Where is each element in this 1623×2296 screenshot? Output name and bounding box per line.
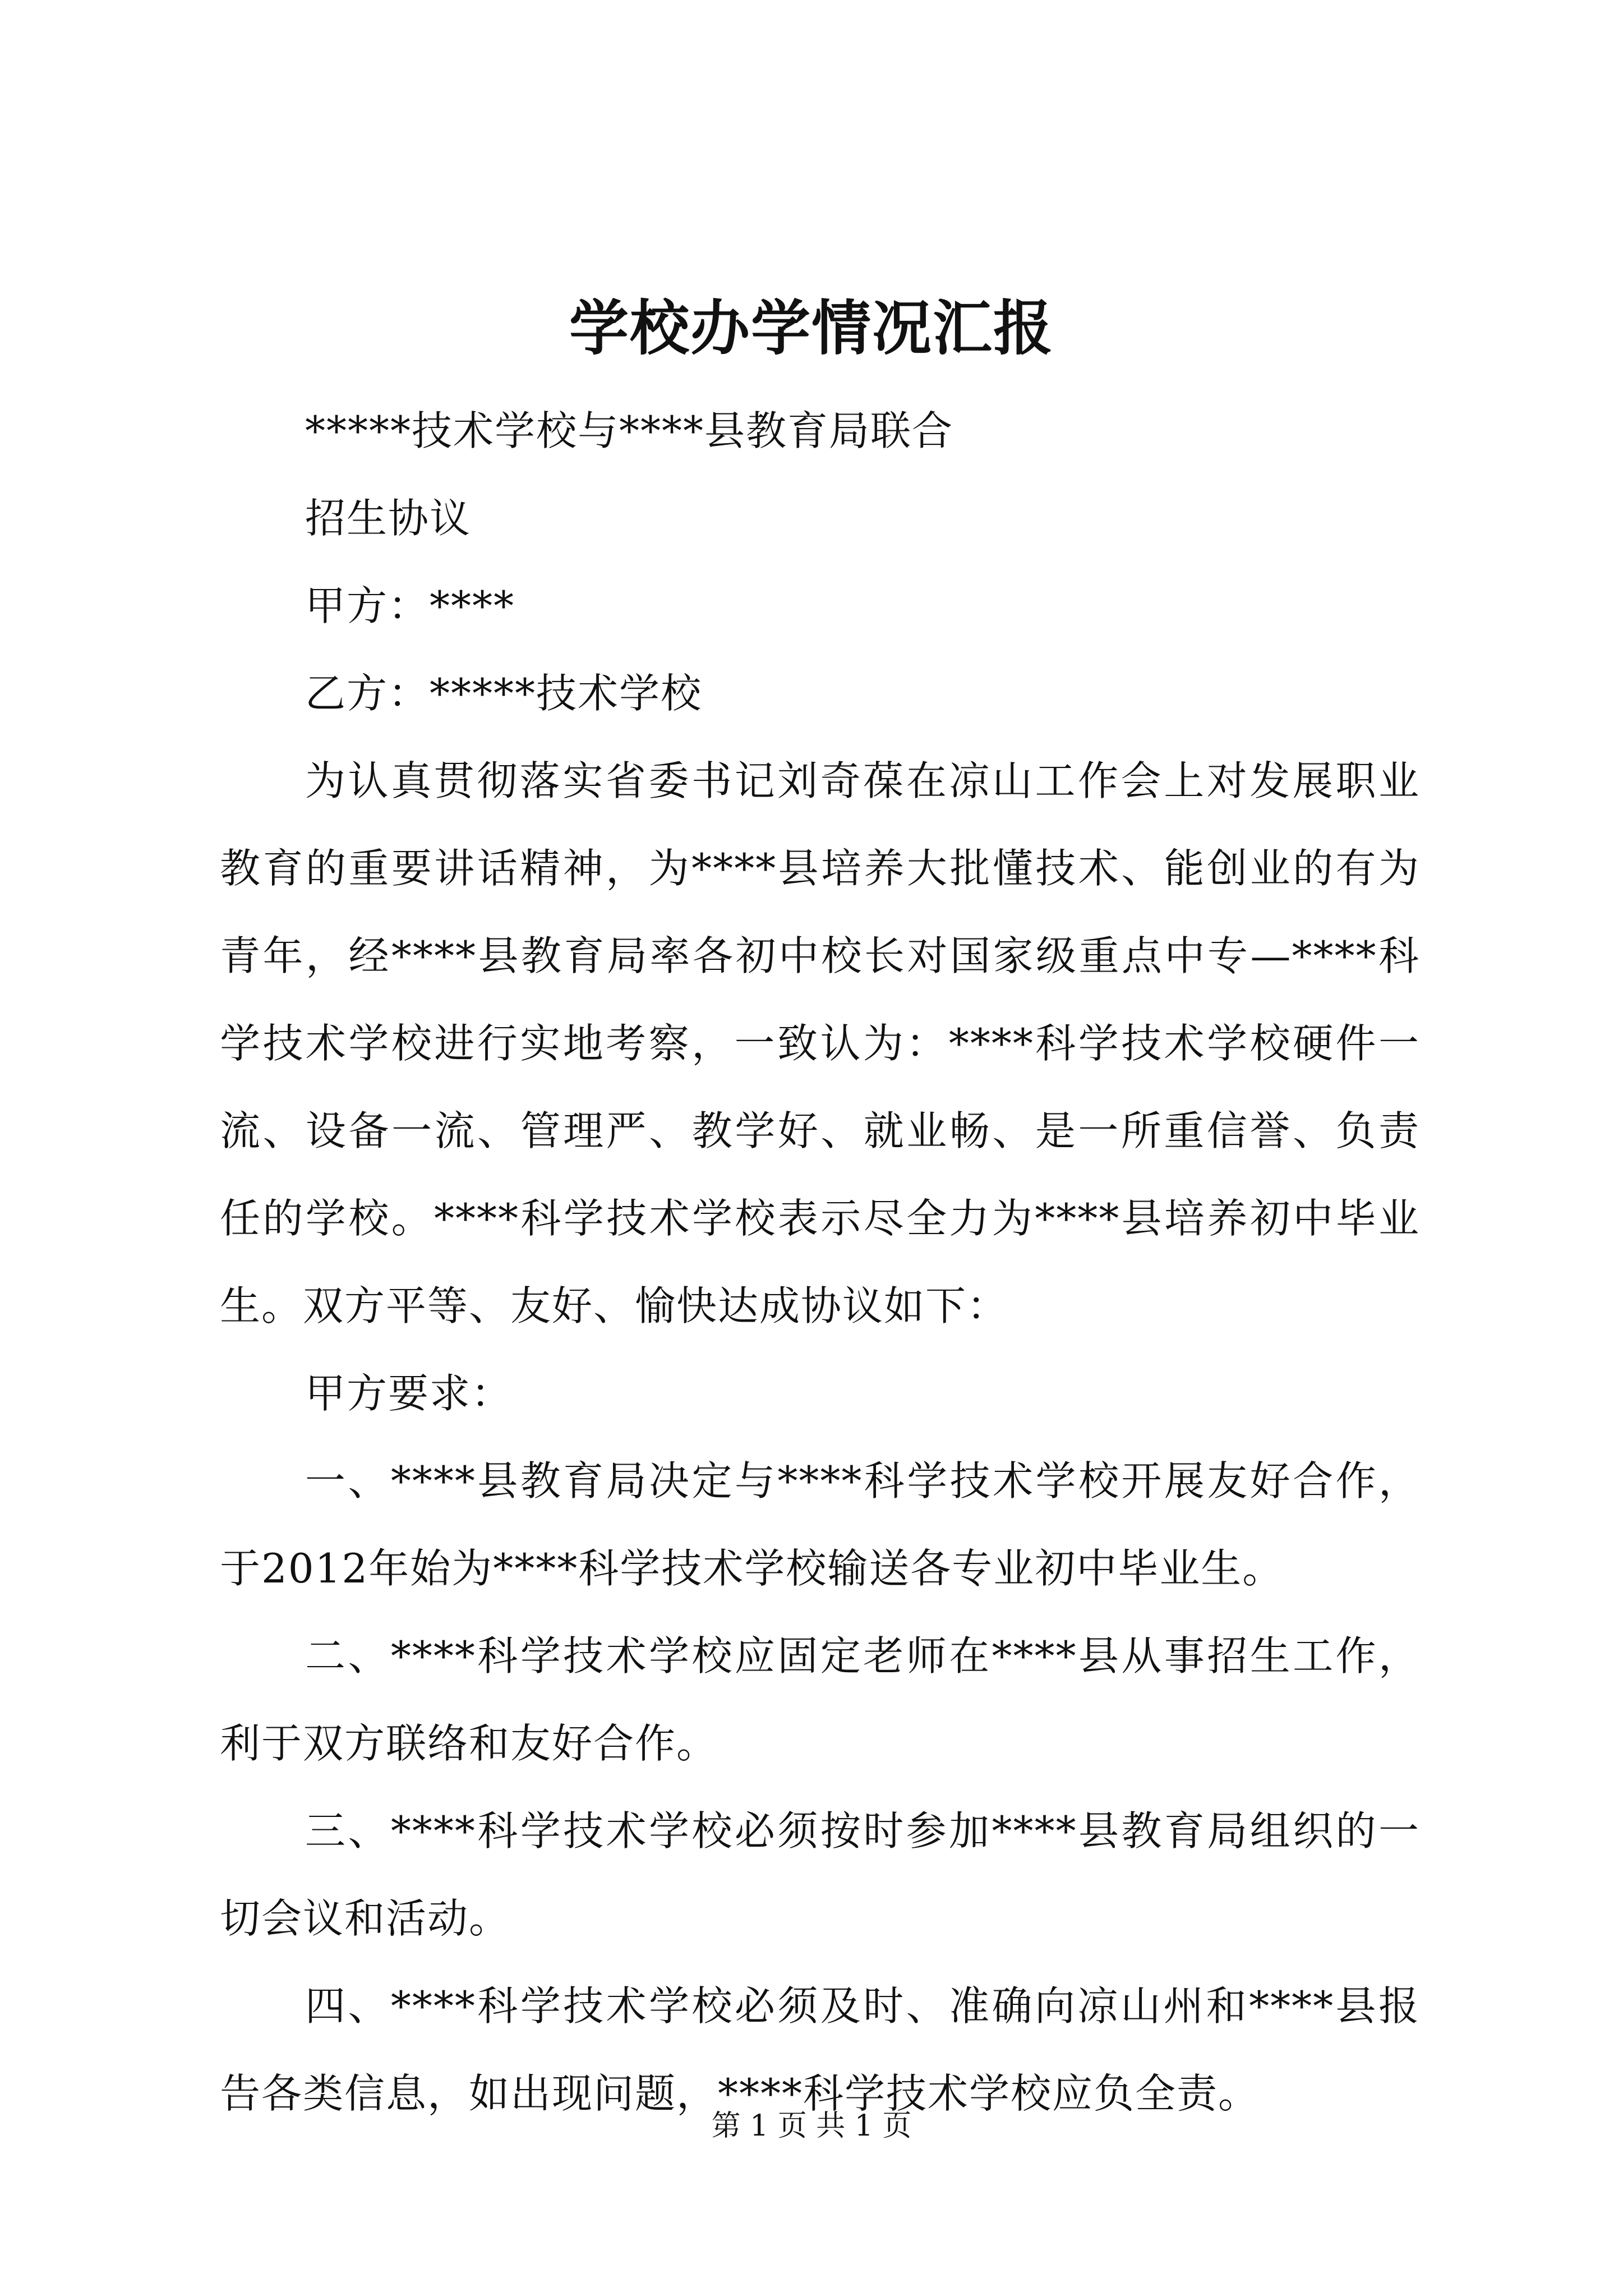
paragraph-party-b: 乙方：*****技术学校	[305, 670, 703, 717]
document-body	[220, 387, 1420, 2137]
paragraph-item-3: 三、****科学技术学校必须按时参加****县教育局组织的一切会议和活动。	[220, 1807, 1420, 1942]
document-title: 学校办学情况汇报	[569, 293, 1054, 363]
paragraph-party-a: 甲方：****	[305, 582, 515, 629]
paragraph-item-1: 一、****县教育局决定与****科学技术学校开展友好合作，于2012年始为****科学技术学校输送各专业初中毕业生。	[220, 1457, 1420, 1592]
paragraph-item-4: 四、****科学技术学校必须及时、准确向凉山州和****县报告各类信息，如出现问题，****科学技术学校应负全责。	[220, 1982, 1420, 2117]
paragraph-intro: 为认真贯彻落实省委书记刘奇葆在凉山工作会上对发展职业教育的重要讲话精神，为****县培养大批懂技术、能创业的有为青年，经****县教育局率各初中校长对国家级重点中专—****科学技术学校进行实地考察，一致认为：****科学技术学校硬件一流、设备一流、管理严、教学好、就业畅、是一所重信誉、负责任的学校。****科学技术学校表示尽全力为****县培养初中毕业生。双方平等、友好、愉快达成协议如下：	[220, 757, 1420, 1329]
paragraph-party-a-requirements: 甲方要求：	[305, 1370, 513, 1417]
page-footer: 第 1 页 共 1 页	[711, 2109, 912, 2143]
paragraph-heading-line-2: 招生协议	[305, 495, 472, 542]
paragraph-heading-line-1: *****技术学校与****县教育局联合	[305, 407, 954, 454]
paragraph-item-2: 二、****科学技术学校应固定老师在****县从事招生工作，利于双方联络和友好合作。	[220, 1632, 1420, 1767]
